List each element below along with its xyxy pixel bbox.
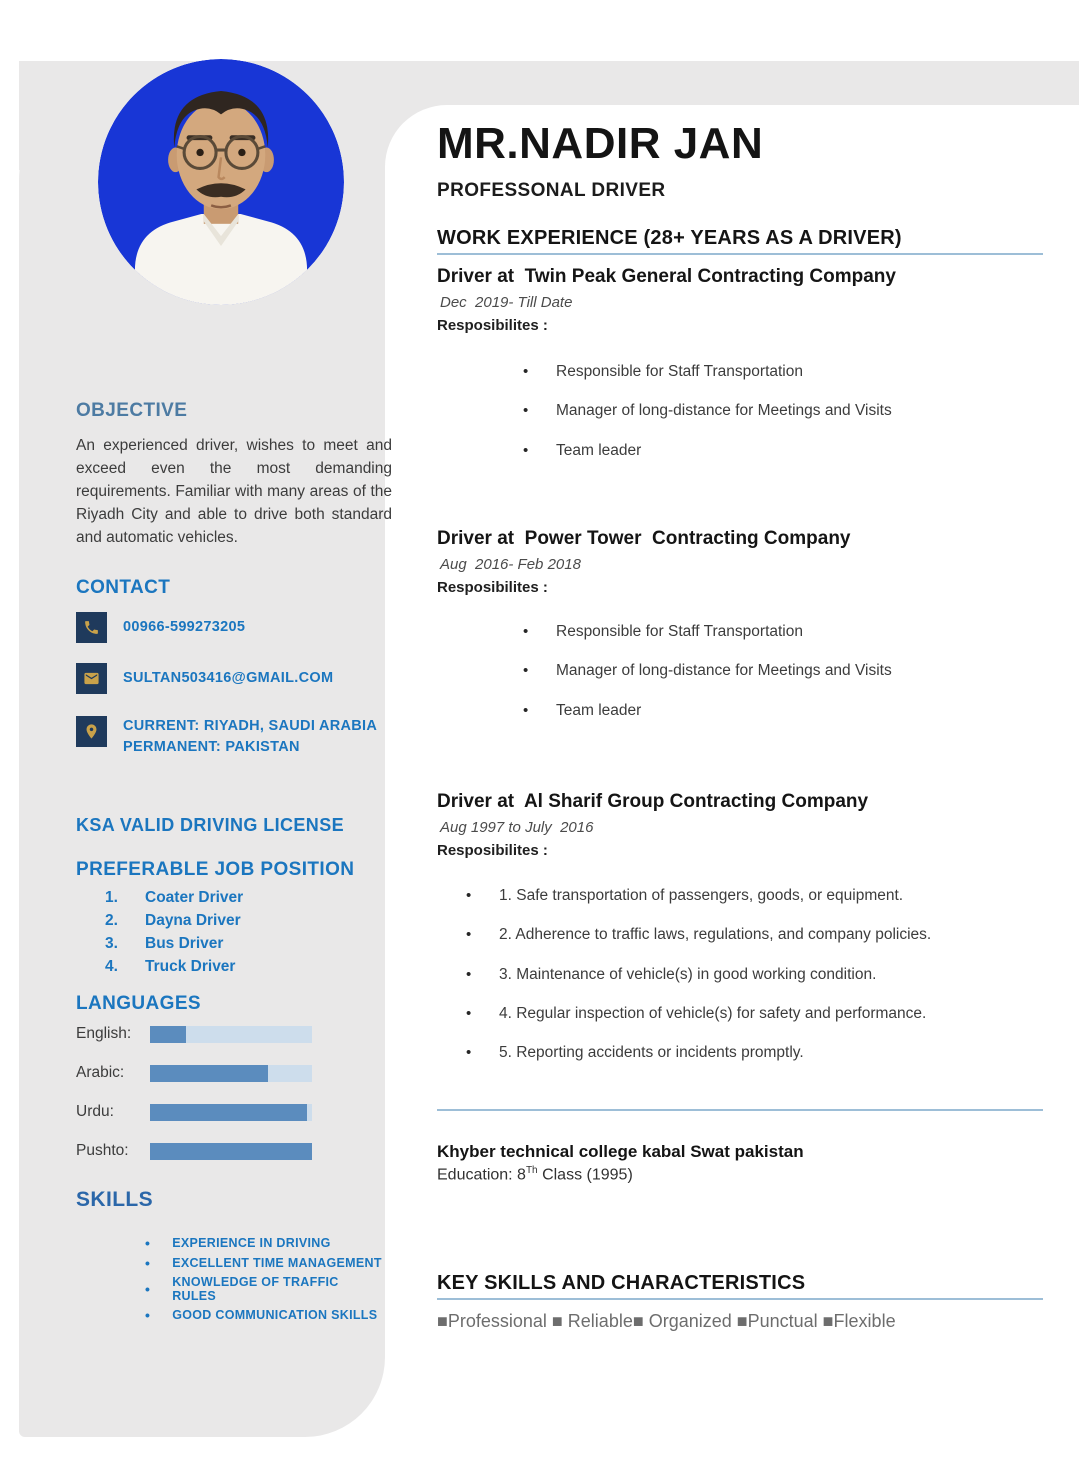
job-bullet-list: [466, 888, 931, 1084]
education-detail-sup: Th: [525, 1165, 538, 1176]
skills-list: [145, 1235, 385, 1327]
job-position-item: Coater Driver: [145, 889, 244, 906]
language-level-fill: [150, 1104, 307, 1121]
contact-address-row: [76, 716, 377, 758]
language-label: Urdu:: [76, 1103, 114, 1120]
education-detail-prefix: Education: 8: [437, 1166, 526, 1184]
languages-heading: LANGUAGES: [76, 993, 201, 1014]
job-dates: Dec 2019- Till Date: [440, 294, 573, 311]
main-column: [385, 105, 1079, 1482]
address-text: [123, 716, 377, 758]
language-level-fill: [150, 1026, 186, 1043]
objective-text: An experienced driver, wishes to meet and exceed even the most demanding requirements. Familiar with many areas of the Riyadh City and able to drive both standard and automatic vehicles.: [76, 437, 392, 546]
job-position-item: Dayna Driver: [145, 912, 241, 929]
objective-heading: OBJECTIVE: [76, 400, 188, 421]
language-level-fill: [150, 1065, 268, 1082]
language-list: [76, 1025, 336, 1181]
job-bullet: • 1. Safe transportation of passengers, goods, or equipment.: [466, 888, 931, 904]
job-position-item: Truck Driver: [145, 958, 236, 975]
responsibilities-label: Resposibilites :: [437, 579, 548, 596]
responsibilities-label: Resposibilites :: [437, 842, 548, 859]
job-bullet: • 2. Adherence to traffic laws, regulations, and company policies.: [466, 927, 931, 943]
key-skills-underline: [437, 1298, 1043, 1300]
job-bullet: • Team leader: [523, 703, 892, 719]
language-row: [76, 1103, 336, 1121]
education-divider: [437, 1109, 1043, 1111]
contact-heading: CONTACT: [76, 577, 171, 598]
phone-icon: [76, 612, 107, 643]
driving-license-heading: KSA VALID DRIVING LICENSE: [76, 815, 345, 835]
job-bullet: • Manager of long-distance for Meetings and Visits: [523, 403, 892, 419]
job-bullet: • 3. Maintenance of vehicle(s) in good working condition.: [466, 967, 931, 983]
language-row: [76, 1064, 336, 1082]
skills-heading: SKILLS: [76, 1188, 154, 1211]
skill-item: • EXPERIENCE IN DRIVING: [145, 1235, 385, 1251]
job-title: Driver at Twin Peak General Contracting Company: [437, 266, 896, 287]
contact-phone-row: [76, 612, 245, 643]
work-heading-underline: [437, 253, 1043, 255]
language-level-bar: [150, 1065, 312, 1082]
job-title: Driver at Al Sharif Group Contracting Company: [437, 791, 869, 812]
location-pin-icon: [76, 716, 107, 747]
email-icon: [76, 663, 107, 694]
language-level-fill: [150, 1143, 312, 1160]
job-dates: Aug 2016- Feb 2018: [440, 556, 581, 573]
education-detail: [437, 1165, 633, 1184]
skill-item: • EXCELLENT TIME MANAGEMENT: [145, 1255, 385, 1271]
address-permanent: PERMANENT: PAKISTAN: [123, 739, 300, 756]
language-label: Pushto:: [76, 1142, 129, 1159]
job-bullet: • Responsible for Staff Transportation: [523, 364, 892, 380]
job-bullet: • Team leader: [523, 443, 892, 459]
responsibilities-label: Resposibilites :: [437, 317, 548, 334]
education-detail-suffix: Class (1995): [537, 1166, 633, 1184]
language-label: Arabic:: [76, 1064, 125, 1081]
key-skills-heading: KEY SKILLS AND CHARACTERISTICS: [437, 1272, 806, 1294]
work-experience-heading: WORK EXPERIENCE (28+ YEARS AS A DRIVER): [437, 227, 902, 249]
contact-email-row: [76, 663, 333, 694]
phone-number: 00966-599273205: [123, 618, 246, 635]
language-level-bar: [150, 1143, 312, 1160]
job-bullet: • Responsible for Staff Transportation: [523, 624, 892, 640]
education-school: Khyber technical college kabal Swat pakistan: [437, 1142, 804, 1161]
address-current: CURRENT: RIYADH, SAUDI ARABIA: [123, 718, 378, 734]
job-position-heading: PREFERABLE JOB POSITION: [76, 859, 355, 880]
job-position-item: Bus Driver: [145, 935, 224, 952]
skill-item: • GOOD COMMUNICATION SKILLS: [145, 1307, 385, 1323]
candidate-name: MR.NADIR JAN: [437, 119, 764, 168]
language-level-bar: [150, 1026, 312, 1043]
job-dates: Aug 1997 to July 2016: [440, 819, 594, 836]
candidate-title: PROFESSONAL DRIVER: [437, 180, 666, 201]
language-row: [76, 1142, 336, 1160]
sidebar-content: [19, 61, 392, 1437]
job-bullet-list: [523, 364, 892, 482]
job-bullet: • 5. Reporting accidents or incidents promptly.: [466, 1045, 931, 1061]
email-address: SULTAN503416@GMAIL.COM: [123, 669, 334, 686]
skill-item: • KNOWLEDGE OF TRAFFIC RULES: [145, 1275, 385, 1303]
job-bullet: • 4. Regular inspection of vehicle(s) for safety and performance.: [466, 1006, 931, 1022]
language-label: English:: [76, 1025, 132, 1042]
language-level-bar: [150, 1104, 312, 1121]
job-position-list: [105, 889, 243, 981]
language-row: [76, 1025, 336, 1043]
job-title: Driver at Power Tower Contracting Company: [437, 528, 851, 549]
job-bullet: • Manager of long-distance for Meetings and Visits: [523, 663, 892, 679]
characteristics-line: ■Professional ■ Reliable■ Organized ■Punctual ■Flexible: [437, 1311, 896, 1331]
job-bullet-list: [523, 624, 892, 742]
